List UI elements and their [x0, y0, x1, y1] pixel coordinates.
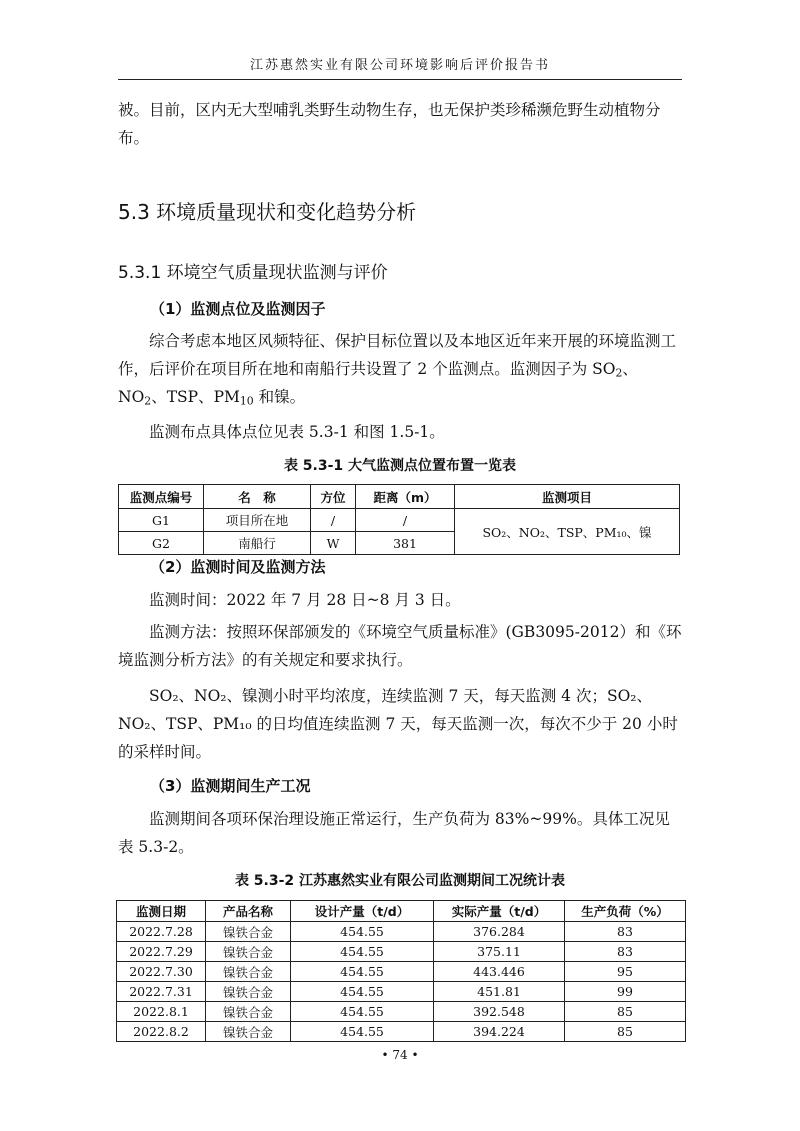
paragraph-monitoring-frequency: SO₂、NO₂、镍测小时平均浓度，连续监测 7 天，每天监测 4 次；SO₂、NO₂、TSP、PM₁₀ 的日均值连续监测 7 天，每天监测一次，每次不少于 20 小时的采样时间。 [118, 687, 678, 761]
paragraph-monitoring-method: 监测方法：按照环保部颁发的《环境空气质量标准》(GB3095-2012）和《环境监测分析方法》的有关规定和要求执行。 [118, 623, 682, 669]
page-header: 江苏惠然实业有限公司环境影响后评价报告书 [118, 54, 682, 80]
table-cell: 镍铁合金 [206, 942, 291, 962]
table-row [117, 982, 686, 1002]
table-cell: 451.81 [434, 982, 565, 1002]
table-cell: 85 [565, 1022, 686, 1042]
table-cell: 454.55 [291, 982, 434, 1002]
table-cell: 392.548 [434, 1002, 565, 1022]
section-title: 5.3 环境质量现状和变化趋势分析 [118, 200, 417, 224]
table1-caption: 表 5.3-1 大气监测点位置布置一览表 [283, 458, 517, 474]
table-cell: 镍铁合金 [206, 1022, 291, 1042]
paragraph-point-reference: 监测布点具体点位见表 5.3-1 和图 1.5-1。 [149, 423, 445, 441]
table-row [117, 1002, 686, 1022]
table-cell: 2022.8.1 [117, 1002, 206, 1022]
table-cell: 镍铁合金 [206, 922, 291, 942]
table-cell: 2022.7.29 [117, 942, 206, 962]
table1-header: 距离（m） [356, 485, 455, 509]
table-cell: 454.55 [291, 942, 434, 962]
table-cell: W [311, 532, 356, 555]
table-cell: G1 [119, 509, 204, 532]
table1-header: 监测点编号 [119, 485, 204, 509]
table2-header: 生产负荷（%） [565, 901, 686, 922]
table-cell: / [356, 509, 455, 532]
table-row [119, 509, 680, 532]
table1-header: 监测项目 [455, 485, 680, 509]
table-cell: 镍铁合金 [206, 1002, 291, 1022]
paragraph-monitoring-points: 综合考虑本地区风频特征、保护目标位置以及本地区近年来开展的环境监测工作，后评价在项目所在地和南船行共设置了 2 个监测点。监测因子为 $SO_2$、$NO_2$、TSP、$PM_{10}$ 和镍。 [118, 332, 677, 408]
table-cell: 2022.7.30 [117, 962, 206, 982]
table2-caption: 表 5.3-2 江苏惠然实业有限公司监测期间工况统计表 [234, 873, 566, 889]
table-cell: 83 [565, 942, 686, 962]
table1-header: 方位 [311, 485, 356, 509]
table-cell-monitoring-items: SO₂、NO₂、TSP、PM₁₀、镍 [455, 509, 680, 555]
paragraph-production-load: 监测期间各项环保治理设施正常运行，生产负荷为 83%~99%。具体工况见表 5.3-2。 [118, 810, 670, 856]
monitoring-points-table [118, 484, 680, 555]
table-row [117, 942, 686, 962]
table-cell: 394.224 [434, 1022, 565, 1042]
table2-header: 监测日期 [117, 901, 206, 922]
table-cell: 454.55 [291, 1022, 434, 1042]
subsection-title: 5.3.1 环境空气质量现状监测与评价 [118, 263, 388, 283]
table-cell: 南船行 [204, 532, 311, 555]
table-cell: 454.55 [291, 1002, 434, 1022]
subheading-production-condition: （3）监测期间生产工况 [150, 777, 311, 795]
table-row [117, 922, 686, 942]
table-cell: / [311, 509, 356, 532]
table-cell: G2 [119, 532, 204, 555]
table-cell: 375.11 [434, 942, 565, 962]
table-cell: 95 [565, 962, 686, 982]
page-number: • 74 • [381, 1048, 419, 1062]
table2-header: 产品名称 [206, 901, 291, 922]
table-row [117, 1022, 686, 1042]
table-cell: 454.55 [291, 962, 434, 982]
table1-header: 名 称 [204, 485, 311, 509]
subheading-monitoring-method: （2）监测时间及监测方法 [150, 558, 326, 576]
table-cell: 381 [356, 532, 455, 555]
table-cell: 2022.8.2 [117, 1022, 206, 1042]
subheading-monitoring-points: （1）监测点位及监测因子 [150, 300, 326, 318]
table-cell: 项目所在地 [204, 509, 311, 532]
table-cell: 85 [565, 1002, 686, 1022]
table-cell: 镍铁合金 [206, 962, 291, 982]
table-row [117, 962, 686, 982]
table-cell: 99 [565, 982, 686, 1002]
table-cell: 83 [565, 922, 686, 942]
production-condition-table [116, 900, 686, 1042]
table-cell: 2022.7.31 [117, 982, 206, 1002]
table-cell: 454.55 [291, 922, 434, 942]
table2-header: 实际产量（t/d） [434, 901, 565, 922]
paragraph-monitoring-time: 监测时间：2022 年 7 月 28 日~8 月 3 日。 [149, 591, 461, 609]
table2-header: 设计产量（t/d） [291, 901, 434, 922]
table-cell: 镍铁合金 [206, 982, 291, 1002]
table-cell: 2022.7.28 [117, 922, 206, 942]
table-cell: 376.284 [434, 922, 565, 942]
table-cell: 443.446 [434, 962, 565, 982]
paragraph-top: 被。目前，区内无大型哺乳类野生动物生存，也无保护类珍稀濒危野生动植物分布。 [118, 101, 661, 147]
